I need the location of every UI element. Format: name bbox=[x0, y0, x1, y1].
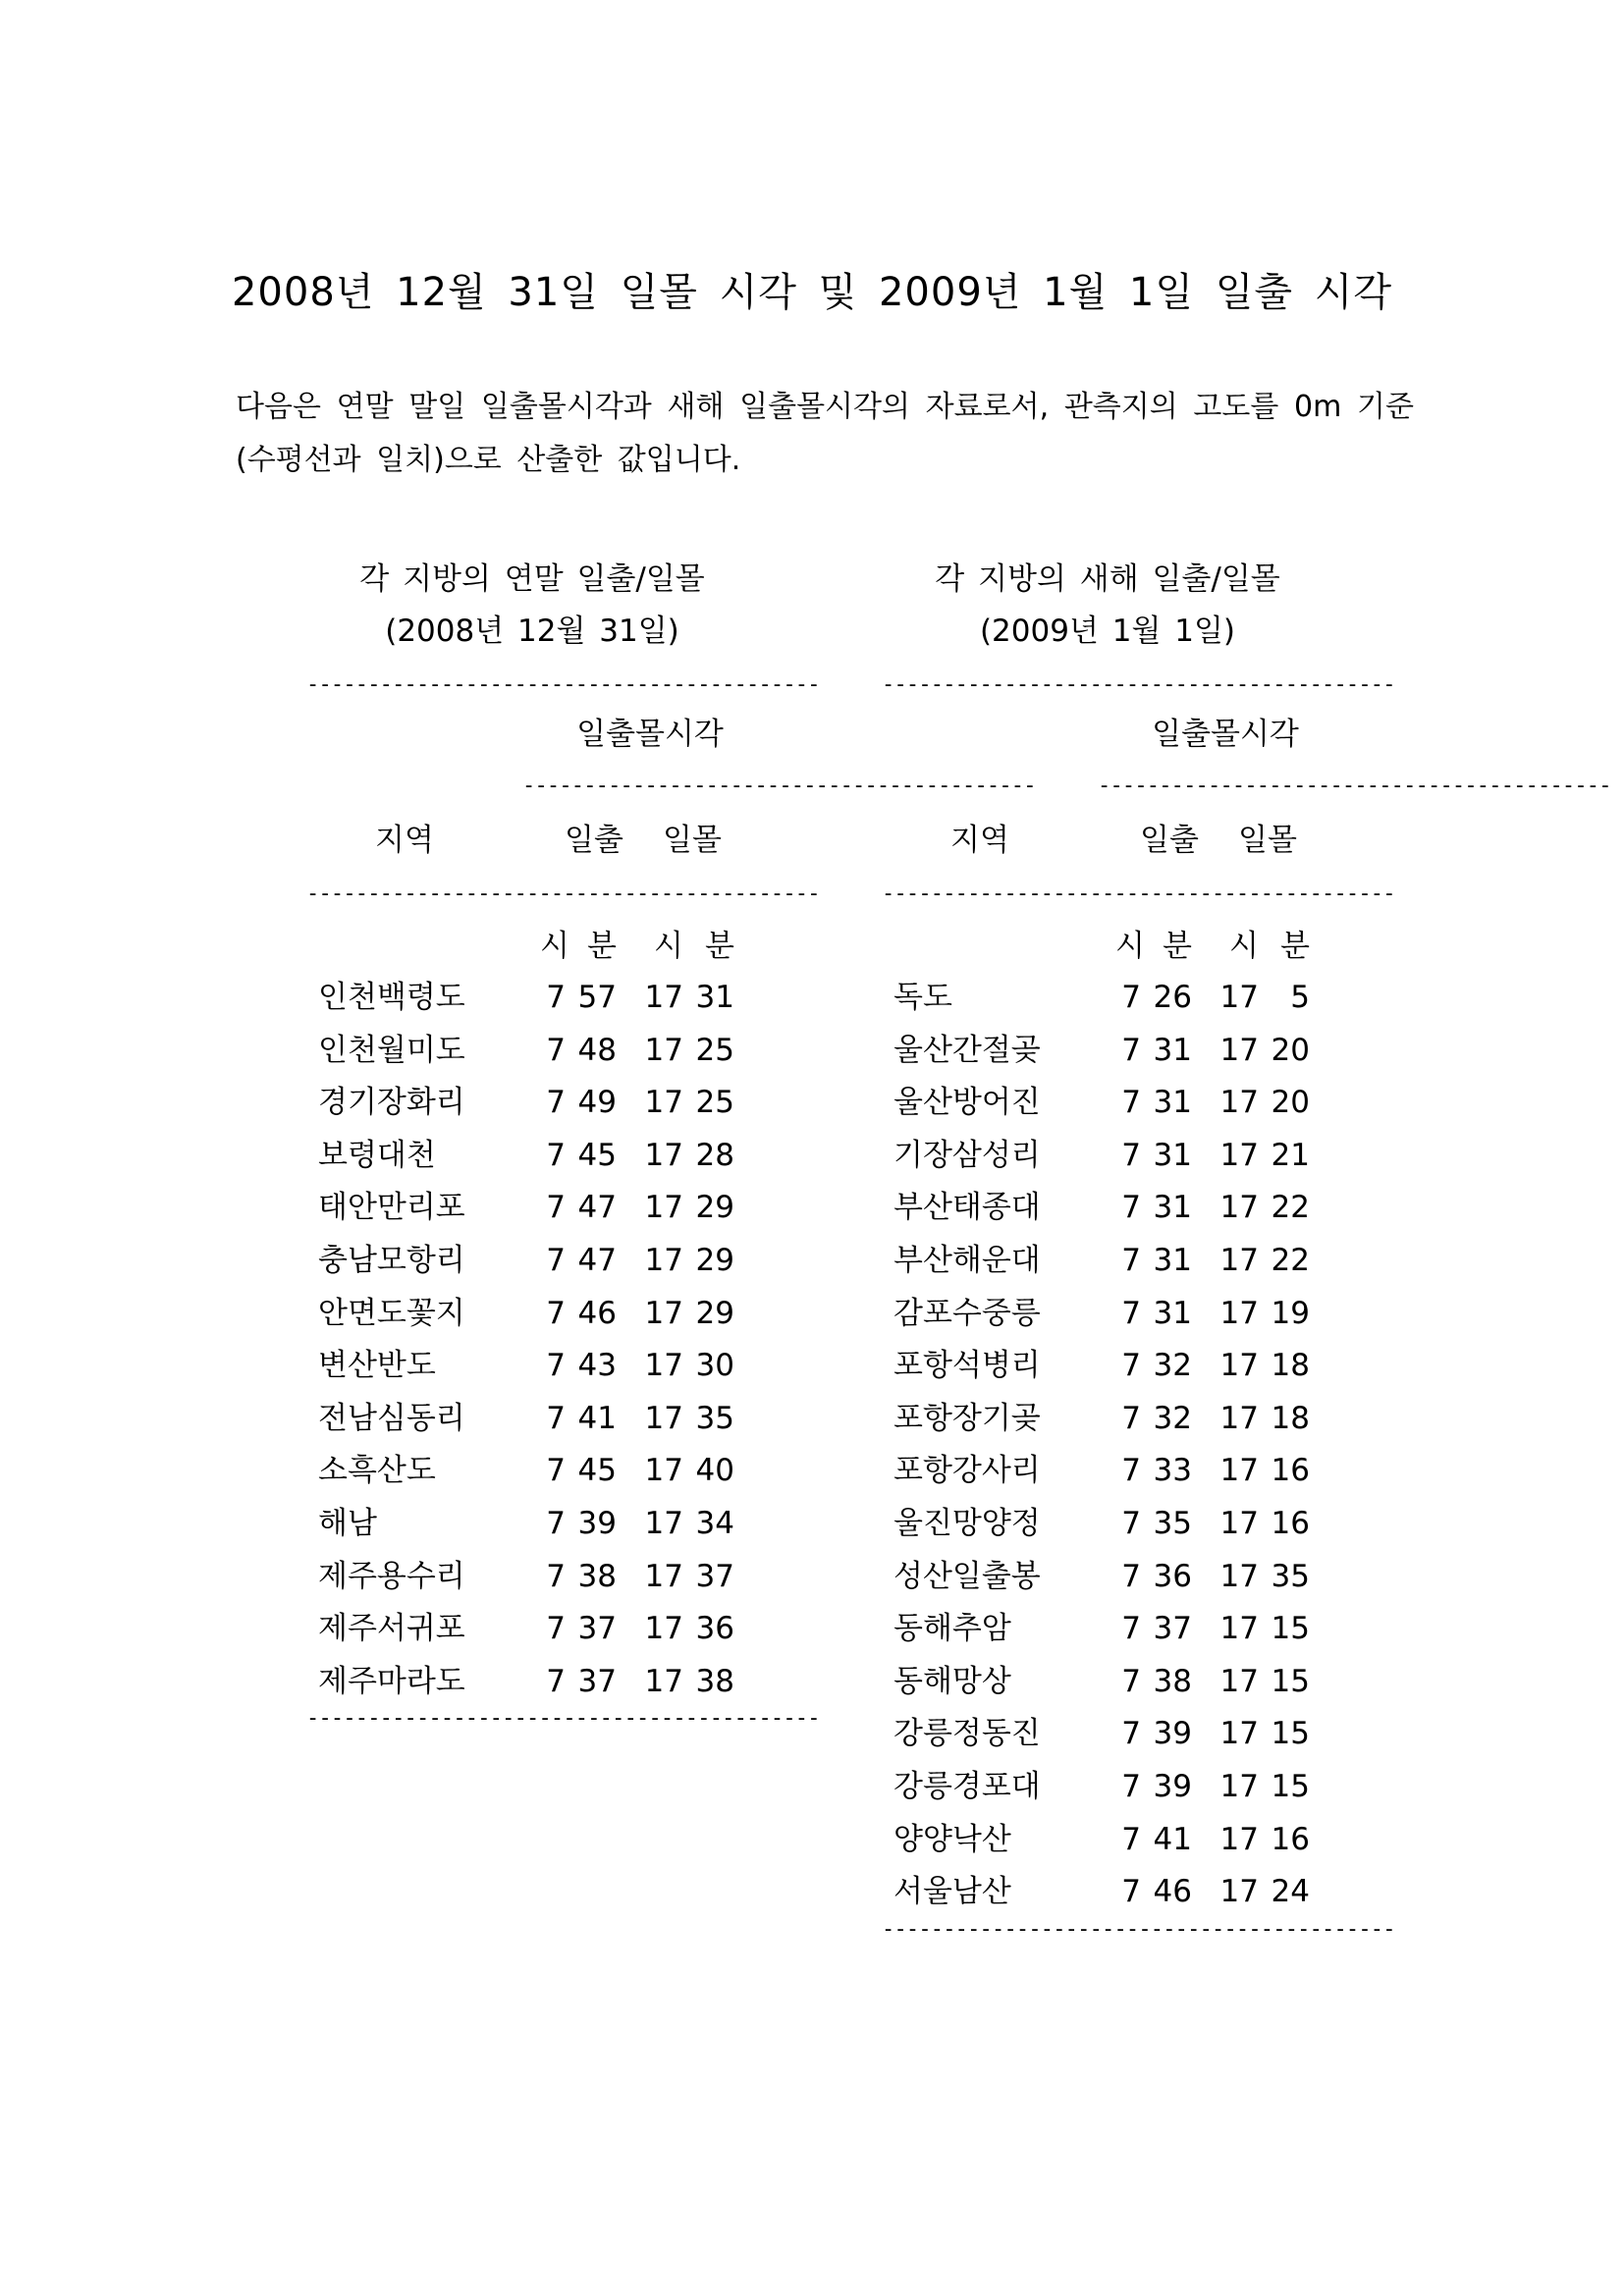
divider: ------------------------------------------ bbox=[1098, 774, 1611, 798]
table-date: (2008년 12월 31일) bbox=[385, 614, 679, 649]
sunrise-minute: 35 bbox=[1153, 1505, 1192, 1541]
sunset-minute: 19 bbox=[1271, 1295, 1310, 1331]
region-name: 인천백령도 bbox=[318, 980, 465, 1015]
sunrise-hour: 7 bbox=[1121, 1663, 1141, 1699]
sunset-hour: 17 bbox=[644, 1295, 683, 1331]
region-name: 동해추암 bbox=[893, 1611, 1011, 1647]
sunrise-hour: 7 bbox=[1121, 1821, 1141, 1857]
sunrise-minute: 47 bbox=[577, 1190, 617, 1226]
table-row bbox=[882, 978, 1333, 1031]
sunrise-hour: 7 bbox=[546, 1085, 566, 1121]
region-name: 충남모항리 bbox=[318, 1242, 465, 1278]
table-row bbox=[306, 1399, 758, 1452]
sunrise-hour: 7 bbox=[1121, 1348, 1141, 1384]
table-row bbox=[306, 978, 758, 1031]
region-name: 울산간절곶 bbox=[893, 1032, 1041, 1068]
sunrise-minute: 32 bbox=[1153, 1400, 1192, 1436]
unit-hour: 시 bbox=[654, 929, 683, 964]
region-name: 전남심동리 bbox=[318, 1400, 465, 1436]
divider: ------------------------------------------ bbox=[882, 1916, 1395, 1942]
sunset-minute: 25 bbox=[695, 1032, 734, 1068]
sunrise-minute: 31 bbox=[1153, 1085, 1192, 1121]
sunrise-hour: 7 bbox=[546, 1558, 566, 1594]
table-row bbox=[306, 1188, 758, 1241]
sunrise-hour: 7 bbox=[546, 1348, 566, 1384]
sunset-hour: 17 bbox=[1219, 1400, 1259, 1436]
sunrise-hour: 7 bbox=[1121, 1453, 1141, 1489]
sunrise-hour: 7 bbox=[546, 1242, 566, 1278]
table-row bbox=[882, 1136, 1333, 1189]
table-row bbox=[882, 1609, 1333, 1662]
sunset-minute: 30 bbox=[695, 1348, 734, 1384]
sunset-hour: 17 bbox=[1219, 1663, 1259, 1699]
table-row bbox=[882, 1241, 1333, 1294]
sunrise-minute: 26 bbox=[1153, 980, 1192, 1015]
sunrise-minute: 39 bbox=[1153, 1716, 1192, 1752]
table-row bbox=[306, 1451, 758, 1504]
sunset-minute: 29 bbox=[695, 1295, 734, 1331]
sunrise-minute: 57 bbox=[577, 980, 617, 1015]
sunrise-hour: 7 bbox=[1121, 1400, 1141, 1436]
sunset-hour: 17 bbox=[1219, 1085, 1259, 1121]
sunrise-minute: 45 bbox=[577, 1137, 617, 1173]
region-name: 보령대천 bbox=[318, 1137, 436, 1173]
sunset-hour: 17 bbox=[1219, 1242, 1259, 1278]
sunset-minute: 22 bbox=[1271, 1190, 1310, 1226]
sunset-hour: 17 bbox=[1219, 980, 1259, 1015]
divider: ------------------------------------------ bbox=[522, 774, 1036, 798]
sunrise-hour: 7 bbox=[1121, 1032, 1141, 1068]
sunset-minute: 20 bbox=[1271, 1085, 1310, 1121]
sunrise-minute: 32 bbox=[1153, 1348, 1192, 1384]
unit-hour: 시 bbox=[1229, 929, 1259, 964]
sunset-minute: 15 bbox=[1271, 1663, 1310, 1699]
sunrise-header: 일출 bbox=[565, 823, 623, 858]
sunrise-minute: 33 bbox=[1153, 1453, 1192, 1489]
sunrise-minute: 37 bbox=[577, 1611, 617, 1647]
table-row bbox=[882, 1031, 1333, 1084]
region-name: 서울남산 bbox=[893, 1874, 1011, 1910]
sunset-minute: 15 bbox=[1271, 1611, 1310, 1647]
sunrise-hour: 7 bbox=[1121, 1768, 1141, 1804]
divider: ------------------------------------------ bbox=[306, 672, 820, 697]
sunrise-minute: 43 bbox=[577, 1348, 617, 1384]
region-name: 제주마라도 bbox=[318, 1663, 465, 1699]
region-name: 울진망양정 bbox=[893, 1505, 1041, 1541]
sunset-hour: 17 bbox=[1219, 1716, 1259, 1752]
table-date: (2009년 1월 1일) bbox=[979, 614, 1236, 649]
region-name: 강릉경포대 bbox=[893, 1768, 1041, 1804]
sunset-minute: 20 bbox=[1271, 1032, 1310, 1068]
sunset-hour: 17 bbox=[1219, 1821, 1259, 1857]
unit-minute: 분 bbox=[1280, 929, 1310, 964]
region-name: 감포수중릉 bbox=[893, 1295, 1041, 1331]
unit-hour: 시 bbox=[540, 929, 569, 964]
region-name: 강릉정동진 bbox=[893, 1716, 1041, 1752]
sunset-hour: 17 bbox=[644, 1663, 683, 1699]
sunset-hour: 17 bbox=[644, 1611, 683, 1647]
sunset-minute: 25 bbox=[695, 1085, 734, 1121]
sunset-minute: 5 bbox=[1290, 980, 1310, 1015]
sunrise-minute: 49 bbox=[577, 1085, 617, 1121]
sunrise-hour: 7 bbox=[546, 1611, 566, 1647]
table-row bbox=[882, 1767, 1333, 1820]
sunset-hour: 17 bbox=[644, 980, 683, 1015]
divider: ------------------------------------------ bbox=[306, 1706, 820, 1732]
sunset-minute: 16 bbox=[1271, 1453, 1310, 1489]
units-row bbox=[306, 927, 758, 966]
region-name: 부산태종대 bbox=[893, 1190, 1041, 1226]
region-name: 동해망상 bbox=[893, 1663, 1011, 1699]
table-row bbox=[882, 1820, 1333, 1873]
table-row bbox=[882, 1346, 1333, 1399]
sunset-minute: 24 bbox=[1271, 1874, 1310, 1910]
table-heading: 각 지방의 새해 일출/일몰 bbox=[935, 561, 1280, 597]
sunset-hour: 17 bbox=[1219, 1190, 1259, 1226]
region-name: 해남 bbox=[318, 1505, 377, 1541]
sunset-hour: 17 bbox=[1219, 1558, 1259, 1594]
region-name: 안면도꽃지 bbox=[318, 1295, 465, 1331]
sunset-minute: 15 bbox=[1271, 1716, 1310, 1752]
table-heading: 각 지방의 연말 일출/일몰 bbox=[359, 561, 705, 597]
table-row bbox=[306, 1083, 758, 1136]
sunset-minute: 38 bbox=[695, 1663, 734, 1699]
sunset-hour: 17 bbox=[644, 1453, 683, 1489]
sunset-minute: 18 bbox=[1271, 1400, 1310, 1436]
sunset-minute: 29 bbox=[695, 1242, 734, 1278]
sunrise-minute: 47 bbox=[577, 1242, 617, 1278]
table-row bbox=[306, 1557, 758, 1610]
table-row bbox=[882, 1662, 1333, 1715]
region-name: 포항강사리 bbox=[893, 1453, 1041, 1489]
region-header: 지역 bbox=[375, 823, 434, 858]
region-name: 울산방어진 bbox=[893, 1085, 1041, 1121]
sunrise-hour: 7 bbox=[546, 980, 566, 1015]
sunset-hour: 17 bbox=[644, 1242, 683, 1278]
sunrise-minute: 45 bbox=[577, 1453, 617, 1489]
unit-minute: 분 bbox=[705, 929, 734, 964]
sunrise-minute: 31 bbox=[1153, 1190, 1192, 1226]
intro-paragraph: 다음은 연말 말일 일출몰시각과 새해 일출몰시각의 자료로서, 관측지의 고도를 0m 기준(수평선과 일치)으로 산출한 값입니다. bbox=[236, 390, 1414, 477]
sunrise-hour: 7 bbox=[1121, 980, 1141, 1015]
sunset-minute: 35 bbox=[1271, 1558, 1310, 1594]
divider: ------------------------------------------ bbox=[882, 881, 1395, 906]
sunset-minute: 29 bbox=[695, 1190, 734, 1226]
table-row bbox=[306, 1346, 758, 1399]
region-name: 태안만리포 bbox=[318, 1190, 465, 1226]
sunset-hour: 17 bbox=[1219, 1137, 1259, 1173]
sunset-hour: 17 bbox=[1219, 1874, 1259, 1910]
region-name: 경기장화리 bbox=[318, 1085, 465, 1121]
sunset-hour: 17 bbox=[1219, 1505, 1259, 1541]
sunset-hour: 17 bbox=[644, 1032, 683, 1068]
sunrise-hour: 7 bbox=[546, 1032, 566, 1068]
sunset-hour: 17 bbox=[644, 1400, 683, 1436]
table-row bbox=[306, 1031, 758, 1084]
sunrise-minute: 41 bbox=[577, 1400, 617, 1436]
table-row bbox=[882, 1294, 1333, 1347]
region-name: 소흑산도 bbox=[318, 1453, 436, 1489]
unit-minute: 분 bbox=[1163, 929, 1192, 964]
region-name: 제주서귀포 bbox=[318, 1611, 465, 1647]
divider: ------------------------------------------ bbox=[306, 881, 820, 906]
sunrise-hour: 7 bbox=[1121, 1190, 1141, 1226]
table-row bbox=[306, 1294, 758, 1347]
sunset-minute: 34 bbox=[695, 1505, 734, 1541]
sunrise-minute: 38 bbox=[1153, 1663, 1192, 1699]
region-name: 성산일출봉 bbox=[893, 1558, 1041, 1594]
sunset-hour: 17 bbox=[1219, 1453, 1259, 1489]
sunset-hour: 17 bbox=[644, 1348, 683, 1384]
region-name: 제주용수리 bbox=[318, 1558, 465, 1594]
sunrise-minute: 31 bbox=[1153, 1295, 1192, 1331]
sunrise-hour: 7 bbox=[1121, 1242, 1141, 1278]
region-header: 지역 bbox=[950, 823, 1009, 858]
sunrise-minute: 31 bbox=[1153, 1032, 1192, 1068]
sunrise-hour: 7 bbox=[546, 1190, 566, 1226]
sunset-minute: 35 bbox=[695, 1400, 734, 1436]
region-name: 포항석병리 bbox=[893, 1348, 1041, 1384]
table-row bbox=[306, 1241, 758, 1294]
sunrise-minute: 31 bbox=[1153, 1242, 1192, 1278]
sunrise-minute: 39 bbox=[577, 1505, 617, 1541]
time-header: 일출몰시각 bbox=[576, 717, 724, 752]
region-name: 기장삼성리 bbox=[893, 1137, 1041, 1173]
sunset-hour: 17 bbox=[644, 1085, 683, 1121]
sunrise-minute: 39 bbox=[1153, 1768, 1192, 1804]
sunrise-minute: 31 bbox=[1153, 1137, 1192, 1173]
sunset-minute: 37 bbox=[695, 1558, 734, 1594]
sunrise-hour: 7 bbox=[1121, 1137, 1141, 1173]
unit-hour: 시 bbox=[1115, 929, 1145, 964]
sunset-minute: 40 bbox=[695, 1453, 734, 1489]
sunset-hour: 17 bbox=[1219, 1348, 1259, 1384]
region-name: 부산해운대 bbox=[893, 1242, 1041, 1278]
table-row bbox=[882, 1714, 1333, 1767]
sunrise-hour: 7 bbox=[1121, 1611, 1141, 1647]
region-name: 양양낙산 bbox=[893, 1821, 1011, 1857]
sunset-minute: 21 bbox=[1271, 1137, 1310, 1173]
sunset-hour: 17 bbox=[1219, 1032, 1259, 1068]
sunrise-minute: 46 bbox=[1153, 1874, 1192, 1910]
sunrise-hour: 7 bbox=[1121, 1716, 1141, 1752]
sunset-hour: 17 bbox=[1219, 1611, 1259, 1647]
divider: ------------------------------------------ bbox=[882, 672, 1395, 697]
sunset-minute: 31 bbox=[695, 980, 734, 1015]
sunset-minute: 22 bbox=[1271, 1242, 1310, 1278]
page-title: 2008년 12월 31일 일몰 시각 및 2009년 1월 1일 일출 시각 bbox=[231, 270, 1393, 315]
sunrise-hour: 7 bbox=[546, 1453, 566, 1489]
unit-minute: 분 bbox=[587, 929, 617, 964]
sunset-minute: 15 bbox=[1271, 1768, 1310, 1804]
region-name: 독도 bbox=[893, 980, 952, 1015]
region-name: 인천월미도 bbox=[318, 1032, 465, 1068]
sunrise-minute: 37 bbox=[1153, 1611, 1192, 1647]
region-name: 변산반도 bbox=[318, 1348, 436, 1384]
sunset-hour: 17 bbox=[644, 1190, 683, 1226]
table-row bbox=[882, 1451, 1333, 1504]
sunset-minute: 18 bbox=[1271, 1348, 1310, 1384]
sunrise-minute: 48 bbox=[577, 1032, 617, 1068]
sunrise-hour: 7 bbox=[1121, 1295, 1141, 1331]
sunset-header: 일몰 bbox=[1238, 823, 1297, 858]
sunset-header: 일몰 bbox=[663, 823, 722, 858]
sunrise-hour: 7 bbox=[1121, 1505, 1141, 1541]
sunset-hour: 17 bbox=[644, 1558, 683, 1594]
time-header: 일출몰시각 bbox=[1152, 717, 1299, 752]
sunrise-minute: 41 bbox=[1153, 1821, 1192, 1857]
sunrise-minute: 37 bbox=[577, 1663, 617, 1699]
sunset-minute: 36 bbox=[695, 1611, 734, 1647]
units-row bbox=[882, 927, 1333, 966]
sunrise-header: 일출 bbox=[1140, 823, 1199, 858]
table-row bbox=[882, 1399, 1333, 1452]
sunrise-hour: 7 bbox=[546, 1137, 566, 1173]
table-body bbox=[882, 978, 1333, 1925]
sunset-minute: 28 bbox=[695, 1137, 734, 1173]
sunrise-hour: 7 bbox=[1121, 1085, 1141, 1121]
sunrise-hour: 7 bbox=[546, 1663, 566, 1699]
sunset-hour: 17 bbox=[644, 1505, 683, 1541]
sunset-hour: 17 bbox=[1219, 1768, 1259, 1804]
sunrise-minute: 46 bbox=[577, 1295, 617, 1331]
region-name: 포항장기곶 bbox=[893, 1400, 1041, 1436]
table-row bbox=[306, 1504, 758, 1557]
sunset-hour: 17 bbox=[644, 1137, 683, 1173]
table-row bbox=[882, 1504, 1333, 1557]
table-row bbox=[306, 1609, 758, 1662]
sunset-minute: 16 bbox=[1271, 1821, 1310, 1857]
sunrise-hour: 7 bbox=[1121, 1558, 1141, 1594]
table-row bbox=[882, 1188, 1333, 1241]
sunset-hour: 17 bbox=[1219, 1295, 1259, 1331]
sunrise-hour: 7 bbox=[546, 1400, 566, 1436]
sunset-minute: 16 bbox=[1271, 1505, 1310, 1541]
sunrise-minute: 38 bbox=[577, 1558, 617, 1594]
sunrise-minute: 36 bbox=[1153, 1558, 1192, 1594]
table-row bbox=[306, 1136, 758, 1189]
sunrise-hour: 7 bbox=[546, 1295, 566, 1331]
sunrise-hour: 7 bbox=[546, 1505, 566, 1541]
sunrise-hour: 7 bbox=[1121, 1874, 1141, 1910]
table-body bbox=[306, 978, 758, 1714]
table-row bbox=[882, 1557, 1333, 1610]
table-row bbox=[882, 1083, 1333, 1136]
